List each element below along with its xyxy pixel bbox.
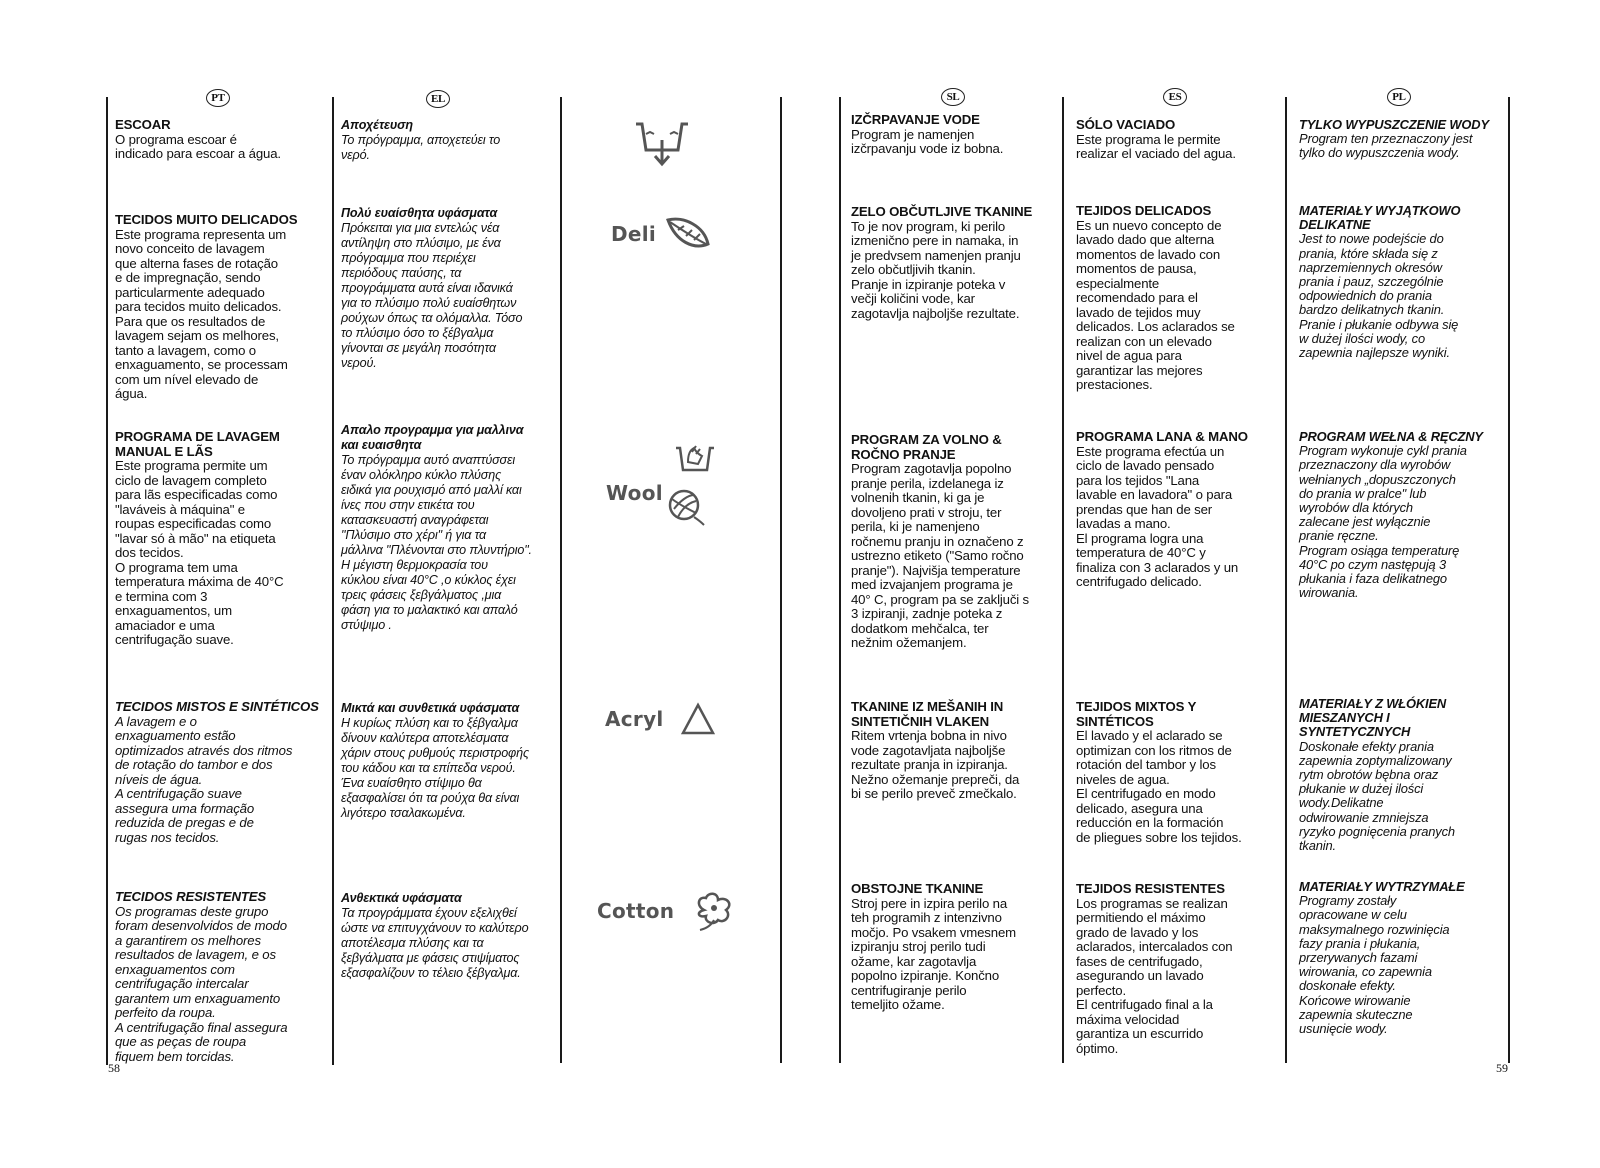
section-body: O programa escoar é indicado para escoar a água. xyxy=(115,131,281,161)
lang-badge-el: EL xyxy=(426,90,450,108)
section-delicate xyxy=(1076,204,1284,393)
lang-badge-pl: PL xyxy=(1387,88,1411,106)
section-synthetic xyxy=(341,701,559,821)
section-title: PROGRAM WEŁNA & RĘCZNY xyxy=(1299,429,1483,444)
section-body: Programy zostały opracowane w celu maksymalnego rozwinięcia fazy prania i płukania, przerywanych fazami wirowania, co zapewnia doskonałe efekty. Końcowe wirowanie zapewnia skuteczne usunięcie wody. xyxy=(1299,893,1450,1037)
section-body: Es un nuevo concepto de lavado dado que alterna momentos de lavado con momentos de pausa, especialmente recomendado para el lavado de tejidos muy delicados. Los aclarados se realizan con un elevado nivel de agua para garantizar las mejores prestaciones. xyxy=(1076,217,1235,392)
section-title: Μικτά και συνθετικά υφάσματα xyxy=(341,701,520,715)
wool-yarn-icon xyxy=(666,487,706,527)
section-body: Este programa le permite realizar el vaciado del agua. xyxy=(1076,131,1236,161)
page-number-right: 59 xyxy=(1496,1061,1508,1075)
section-body: Program je namenjen izčrpavanju vode iz bobna. xyxy=(851,126,1004,156)
section-wool xyxy=(851,433,1061,651)
section-drain xyxy=(1299,118,1507,161)
section-resistant xyxy=(851,882,1061,1013)
section-title: SÓLO VACIADO xyxy=(1076,117,1176,132)
section-synthetic xyxy=(115,700,330,845)
section-title: PROGRAM ZA VOLNO & ROČNO PRANJE xyxy=(851,432,1002,462)
section-delicate xyxy=(115,213,330,402)
section-body: El lavado y el aclarado se optimizan con los ritmos de rotación del tambor y los niveles de agua. El centrifugado en modo delicado, asegura una reducción en la formación de pliegues sobre los tejidos. xyxy=(1076,728,1242,845)
section-body: Este programa representa um novo conceito de lavagem que alterna fases de rotação e de impregnação, sendo particularmente adequado para tecidos muito delicados. Para que os resultados de lavagem sejam os melhores, tanto a lavagem, como o enxaguamento, se processam com um nível elevado de água. xyxy=(115,226,288,401)
section-title: TECIDOS MISTOS E SINTÉTICOS xyxy=(115,699,319,714)
section-resistant xyxy=(115,890,330,1064)
section-title: IZČRPAVANJE VODE xyxy=(851,112,980,127)
section-body: Program wykonuje cykl prania przeznaczony dla wyrobów wełnianych „dopuszczonych do prania w pralce" lub wyrobów dla których zalecane jest wyłącznie pranie ręczne. Program osiąga temperaturę 40°C po czym następują 3 płukania i faza delikatnego wirowania. xyxy=(1299,443,1467,601)
cotton-label: Cotton xyxy=(597,899,675,923)
section-body: Los programas se realizan permitiendo el máximo grado de lavado y los aclarados, intercalados con fases de centrifugado, asegurando un lavado perfecto. El centrifugado final a la máxima velocidad garantiza un escurrido óptimo. xyxy=(1076,895,1233,1056)
section-body: A lavagem e o enxaguamento estão optimizados através dos ritmos de rotação do tambor e dos níveis de água. A centrifugação suave assegura uma formação reduzida de pregas e de rugas nos tecidos. xyxy=(115,713,293,845)
wool-hand-wash-icon xyxy=(674,444,716,474)
column-divider xyxy=(1062,97,1064,1063)
column-divider xyxy=(560,97,562,1063)
section-wool xyxy=(1299,430,1507,600)
section-delicate xyxy=(341,206,559,371)
drain-icon xyxy=(632,118,692,170)
column-divider xyxy=(780,97,782,1063)
page-number-left: 58 xyxy=(108,1061,120,1075)
section-body: Jest to nowe podejście do prania, które składa się z naprzemiennych okresów prania i pauz, szczególnie odpowiednich do prania bardzo delikatnych tkanin. Pranie i płukanie odbywa się w dużej ilości wody, co zapewnia najlepsze wyniki. xyxy=(1299,231,1459,361)
triangle-icon xyxy=(680,702,716,736)
section-title: Ανθεκτικά υφάσματα xyxy=(341,891,462,905)
column-divider xyxy=(332,97,334,1065)
section-resistant xyxy=(341,891,559,981)
section-title: ZELO OBČUTLJIVE TKANINE xyxy=(851,204,1033,219)
section-body: Program zagotavlja popolno pranje perila, izdelanega iz volnenih tkanin, ki ga je dovoljeno prati v stroju, ter perila, ki je namenjeno ročnemu pranju in označeno z ustrezno etiketo ("Samo ročno pranje"). Najvišja temperature med izvajanjem programa je 40° C, program pa se zaključi s 3 izpiranji, zadnje poteka z dodatkom mehčalca, ter nežnim ožemanjem. xyxy=(851,461,1029,650)
deli-label: Deli xyxy=(611,222,657,246)
column-divider xyxy=(839,97,841,1063)
section-body: Το πρόγραμμα, αποχετεύει το νερό. xyxy=(341,133,501,162)
section-title: Απαλο προγραμμα για μαλλινα και ευαισθητα xyxy=(341,423,524,452)
section-body: Το πρόγραμμα αυτό αναπτύσσει έναν ολόκληρο κύκλο πλύσης ειδικά για ρουχισμό από μαλλί και ίνες που στην ετικέτα του κατασκευαστή αναγράφεται "Πλύσιμο στο χέρι" ή για τα μάλλινα "Πλένονται στο πλυντήριο". Η μέγιστη θερμοκρασία του κύκλου είναι 40°C ,ο κύκλος έχει τρεις φάσεις ξεβγάλματος ,μια φάση για το μαλακτικό και απαλό στύψιμο . xyxy=(341,453,532,632)
section-body: To je nov program, ki perilo izmenično pere in namaka, in je predvsem namenjen pranju zelo občutljivih tkanin. Pranje in izpiranje poteka v večji količini vode, kar zagotavlja najboljše rezultate. xyxy=(851,218,1021,321)
section-title: OBSTOJNE TKANINE xyxy=(851,881,984,896)
column-divider xyxy=(106,97,108,1065)
section-title: TECIDOS RESISTENTES xyxy=(115,889,267,904)
acryl-label: Acryl xyxy=(605,707,664,731)
section-body: Ritem vrtenja bobna in nivo vode zagotavljata najboljše rezultate pranja in izpiranja. Nežno ožemanje prepreči, da bi se perilo preveč zmečkalo. xyxy=(851,728,1020,801)
column-divider xyxy=(1285,97,1287,1063)
section-synthetic xyxy=(1299,697,1507,853)
section-resistant xyxy=(1299,880,1507,1036)
section-body: Stroj pere in izpira perilo na teh programih z intenzivno močjo. Po vsakem vmesnem izpiranju stroj perilo tudi ožame, kar zagotavlja popolno izpiranje. Končno centrifugiranje perilo temeljito ožame. xyxy=(851,895,1016,1012)
section-body: Este programa permite um ciclo de lavagem completo para lãs especificadas como "laváveis à máquina" e roupas especificadas como "lavar só à mão" na etiqueta dos tecidos. O programa tem uma temperatura máxima de 40°C e termina com 3 enxaguamentos, um amaciador e uma centrifugação suave. xyxy=(115,458,284,647)
section-title: TYLKO WYPUSZCZENIE WODY xyxy=(1299,117,1489,132)
section-drain xyxy=(115,118,330,162)
section-wool xyxy=(341,423,559,633)
wool-label: Wool xyxy=(606,481,663,505)
section-delicate xyxy=(851,205,1061,321)
section-title: MATERIAŁY WYTRZYMAŁE xyxy=(1299,879,1465,894)
lang-badge-sl: SL xyxy=(941,88,965,106)
section-title: Πολύ ευαίσθητα υφάσματα xyxy=(341,206,498,220)
section-title: TEJIDOS DELICADOS xyxy=(1076,203,1212,218)
section-synthetic xyxy=(1076,700,1284,845)
section-title: PROGRAMA LANA & MANO xyxy=(1076,429,1248,444)
cotton-flower-icon xyxy=(694,892,736,932)
section-body: Η κυρίως πλύση και το ξέβγαλμα δίνουν καλύτερα αποτελέσματα χάριν στους ρυθμούς περιστροφής του κάδου και τα επίπεδα νερού. Ένα ευαίσθητο στίψιμο θα εξασφαλίσει ότι τα ρούχα θα είναι λιγότερο τσαλακωμένα. xyxy=(341,716,529,820)
section-title: PROGRAMA DE LAVAGEM MANUAL E LÃS xyxy=(115,429,280,459)
section-body: Πρόκειται για μια εντελώς νέα αντίληψη στο πλύσιμο, με ένα πρόγραμμα που περιέχει περιόδους παύσης, τα προγράμματα αυτά είναι ιδανικά για το πλύσιμο πολύ ευαίσθητων ρούχων όπως τα ολόμαλλα. Τόσο το πλύσιμο όσο το ξέβγαλμα γίνονται σε μεγάλη ποσότητα νερού. xyxy=(341,221,523,370)
section-body: Program ten przeznaczony jest tylko do wypuszczenia wody. xyxy=(1299,131,1473,161)
section-wool xyxy=(115,430,330,648)
column-divider xyxy=(1508,97,1510,1063)
leaf-icon xyxy=(664,214,712,254)
section-drain xyxy=(1076,118,1284,162)
section-title: MATERIAŁY WYJĄTKOWO DELIKATNE xyxy=(1299,203,1461,233)
section-synthetic xyxy=(851,700,1061,802)
section-title: MATERIAŁY Z WŁÓKIEN MIESZANYCH I SYNTETYCZNYCH xyxy=(1299,696,1447,740)
lang-badge-es: ES xyxy=(1163,88,1187,106)
section-wool xyxy=(1076,430,1284,590)
section-title: TEJIDOS MIXTOS Y SINTÉTICOS xyxy=(1076,699,1197,729)
section-title: TEJIDOS RESISTENTES xyxy=(1076,881,1225,896)
lang-badge-pt: PT xyxy=(206,89,230,107)
section-title: TECIDOS MUITO DELICADOS xyxy=(115,212,298,227)
section-body: Τα προγράμματα έχουν εξελιχθεί ώστε να επιτυγχάνουν το καλύτερο αποτέλεσμα πλύσης και τα ξεβγάλματα με φάσεις στιψίματος εξασφαλίζουν το τέλειο ξέβγαλμα. xyxy=(341,906,529,980)
section-title: ESCOAR xyxy=(115,117,171,132)
section-body: Este programa efectúa un ciclo de lavado pensado para los tejidos "Lana lavable en lavadora" o para prendas que han de ser lavadas a mano. El programa logra una temperatura de 40°C y finaliza con 3 aclarados y un centrifugado delicado. xyxy=(1076,443,1239,589)
section-title: TKANINE IZ MEŠANIH IN SINTETIČNIH VLAKEN xyxy=(851,699,1004,729)
section-drain xyxy=(851,113,1061,157)
section-delicate xyxy=(1299,204,1507,360)
section-drain xyxy=(341,118,559,163)
section-resistant xyxy=(1076,882,1284,1056)
section-body: Os programas deste grupo foram desenvolvidos de modo a garantirem os melhores resultados de lavagem, e os enxaguamentos com centrifugação intercalar garantem um enxaguamento perfeito da roupa. A centrifugação final assegura que as peças de roupa fiquem bem torcidas. xyxy=(115,903,288,1064)
section-body: Doskonałe efekty prania zapewnia zoptymalizowany rytm obrotów bębna oraz płukanie w dużej ilości wody.Delikatne odwirowanie zmniejsza ryzyko pognięcenia pranych tkanin. xyxy=(1299,738,1455,854)
section-title: Αποχέτευση xyxy=(341,118,413,132)
